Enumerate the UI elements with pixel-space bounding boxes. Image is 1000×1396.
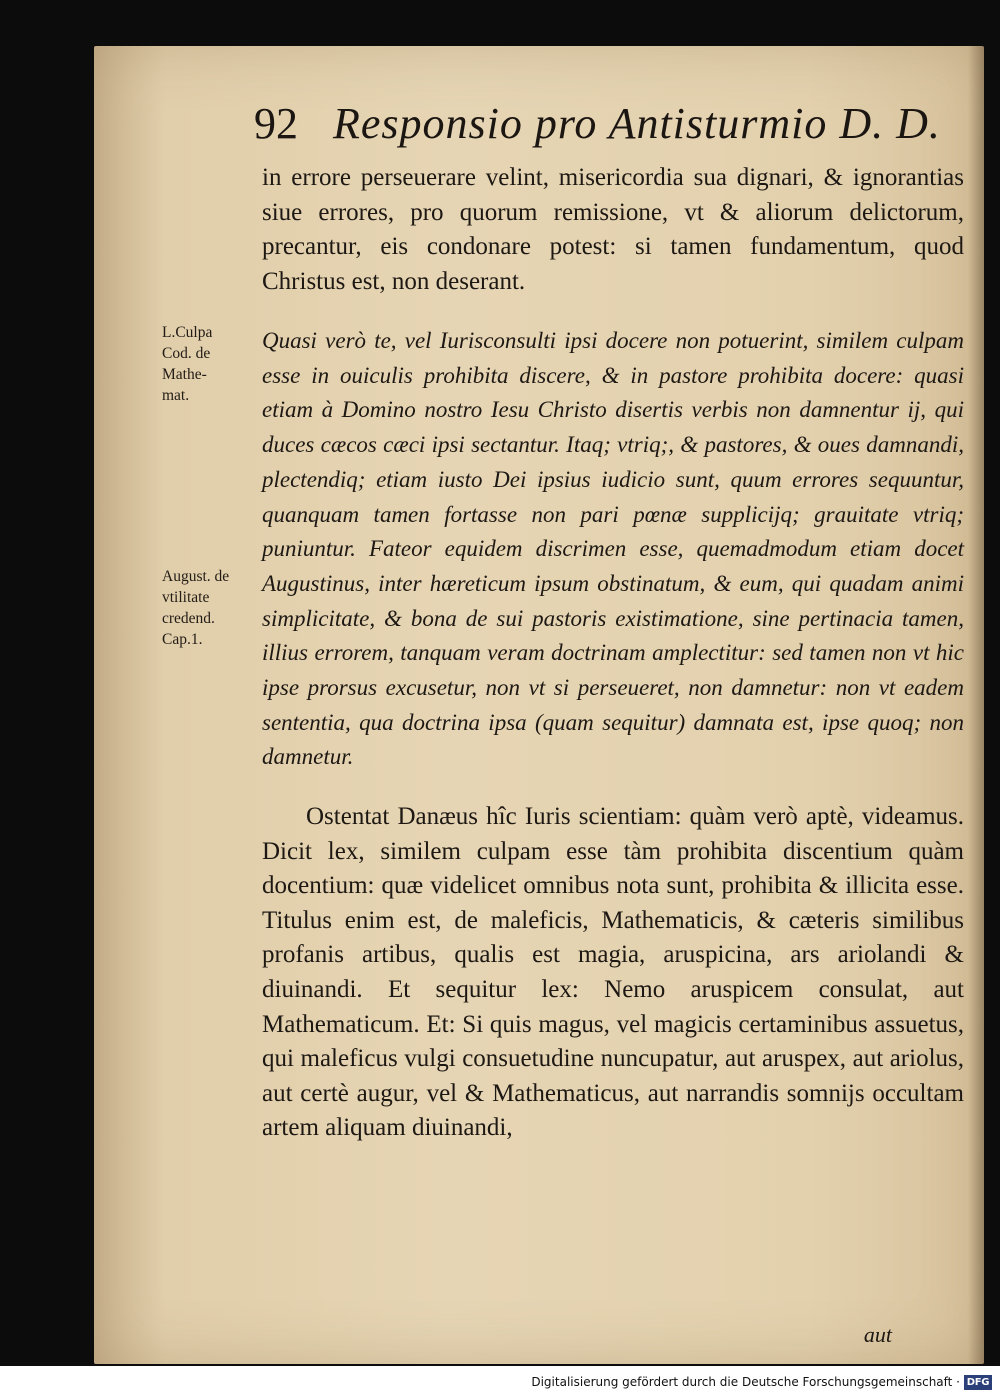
footer-credit-text: Digitalisierung gefördert durch die Deutsche Forschungsgemeinschaft · xyxy=(531,1375,960,1389)
paragraph-quoted-passage: Quasi verò te, vel Iurisconsulti ipsi docere non potuerint, similem culpam esse in ouiculis prohibita discere, & in pastore prohibita docere: quasi etiam à Domino nostro Iesu Christo disertis verbis non damnentur ij, qui duces cæcos cæci ipsi sectantur. Itaq; vtriq;, & pastores, & oues damnandi, plectendiq; etiam iusto Dei ipsius iudicio sunt, quum errores sequuntur, quanquam tamen fortasse non pari pœnæ supplicijq; grauitate vtriq; puniuntur. Fateor equidem discrimen esse, quemadmodum etiam docet Augustinus, inter hæreticum ipsum obstinatum, & eum, qui quadam animi simplicitate, & bona de sui pastoris existimatione, sine pertinacia tamen, illius errorem, tanquam veram doctrinam amplectitur: sed tamen non vt hic ipse prorsus excusetur, non vt si perseueret, non damnetur: non vt eadem sententia, qua doctrina ipsa (quam sequitur) damnata est, ipse quoq; non damnetur. xyxy=(262,328,964,770)
digitization-footer xyxy=(0,1366,1000,1396)
paragraph-response: Ostentat Danæus hîc Iuris scientiam: quàm verò aptè, videamus. Dicit lex, similem culpam esse tàm prohibita discentium quàm docentium: quæ videlicet omnibus nota sunt, prohibita & illicita esse. Titulus enim est, de maleficis, Mathematicis, & cæteris similibus profanis artibus, qualis est magia, aruspicina, ars ariolandi & diuinandi. Et sequitur lex: Nemo aruspicem consulat, aut Mathematicum. Et: Si quis magus, vel magicis certaminibus assuetus, qui maleficus vulgi consuetudine nuncupatur, aut aruspex, aut ariolus, aut certè augur, vel & Mathematicus, aut narrandis somnijs occultam artem aliquam diuinandi, xyxy=(262,803,964,1142)
book-page xyxy=(94,46,984,1364)
page-number: 92 xyxy=(254,99,298,148)
dfg-logo: DFG xyxy=(964,1375,992,1390)
marginal-note-augustine-citation: August. de vtilitate credend. Cap.1. xyxy=(162,568,230,648)
running-title: Responsio pro Antisturmio D. D. xyxy=(333,99,941,148)
page-edge-shadow xyxy=(968,46,984,1364)
page-header xyxy=(254,98,941,158)
paragraph-continuation: in errore perseuerare velint, misericordia sua dignari, & ignorantias siue errores, pro quorum remissione, vt & aliorum delictorum, precantur, eis condonare potest: si tamen fundamentum, quod Christus est, non deserant. xyxy=(262,164,964,295)
marginal-note-law-citation: L.Culpa Cod. de Mathe- mat. xyxy=(162,324,213,404)
catchword: aut xyxy=(863,1322,892,1347)
